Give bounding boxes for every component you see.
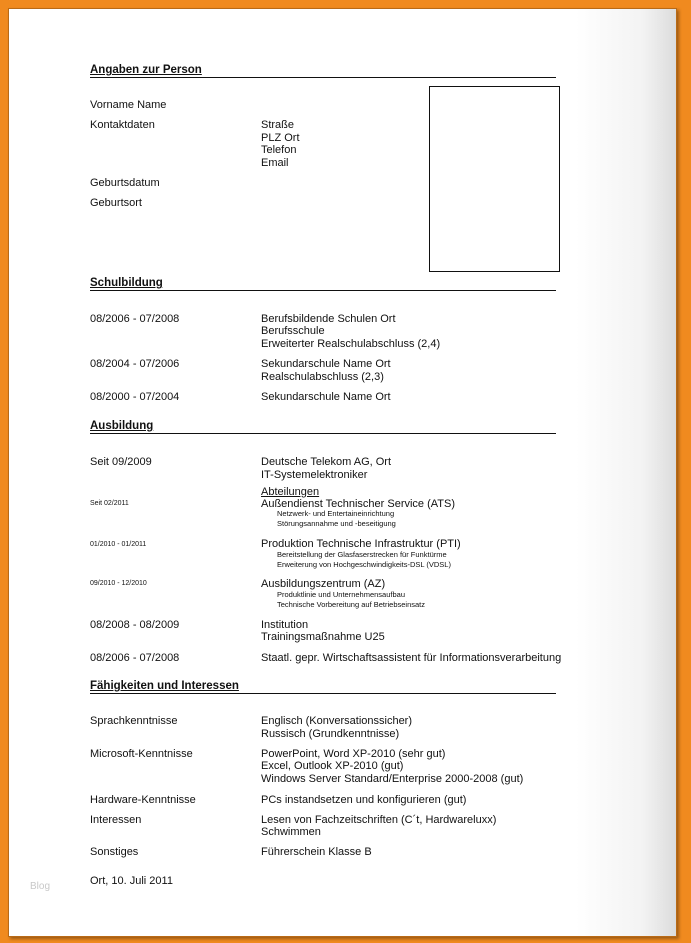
departments-label: Abteilungen (261, 486, 320, 498)
photo-placeholder (429, 86, 560, 272)
training-line: Institution (261, 619, 309, 631)
training-date: Seit 09/2009 (90, 456, 152, 468)
school-date: 08/2006 - 07/2008 (90, 313, 180, 325)
department-date: 09/2010 - 12/2010 (90, 580, 147, 587)
department-title: Außendienst Technischer Service (ATS) (261, 498, 456, 510)
section-heading-training: Ausbildung (90, 420, 556, 434)
department-date: Seit 02/2011 (90, 500, 129, 507)
school-date: 08/2004 - 07/2006 (90, 358, 180, 370)
birthdate-label: Geburtsdatum (90, 177, 160, 189)
training-line: Trainingsmaßnahme U25 (261, 631, 385, 643)
department-detail: Bereitstellung der Glasfaserstrecken für Funktürme (277, 550, 447, 559)
training-line: Staatl. gepr. Wirtschaftsassistent für Informationsverarbeitung (261, 652, 562, 664)
school-line: Realschulabschluss (2,3) (261, 371, 384, 383)
section-heading-person: Angaben zur Person (90, 64, 556, 78)
contact-street: Straße (261, 119, 295, 131)
school-line: Sekundarschule Name Ort (261, 391, 391, 403)
contact-email: Email (261, 157, 289, 169)
school-line: Berufsbildende Schulen Ort (261, 313, 396, 325)
cv-page (8, 8, 677, 937)
skill-line: Russisch (Grundkenntnisse) (261, 728, 400, 740)
department-detail: Produktlinie und Unternehmensaufbau (277, 590, 406, 599)
school-line: Erweiterter Realschulabschluss (2,4) (261, 338, 441, 350)
skill-label: Microsoft-Kenntnisse (90, 748, 193, 760)
training-line: Deutsche Telekom AG, Ort (261, 456, 392, 468)
contact-phone: Telefon (261, 144, 297, 156)
section-heading-skills: Fähigkeiten und Interessen (90, 680, 556, 694)
department-title: Ausbildungszentrum (AZ) (261, 578, 386, 590)
skill-label: Hardware-Kenntnisse (90, 794, 196, 806)
birthplace-label: Geburtsort (90, 197, 142, 209)
place-date: Ort, 10. Juli 2011 (90, 875, 173, 887)
skill-line: Lesen von Fachzeitschriften (C´t, Hardwareluxx) (261, 814, 497, 826)
department-detail: Störungsannahme und -beseitigung (277, 519, 396, 528)
skill-line: PCs instandsetzen und konfigurieren (gut) (261, 794, 467, 806)
training-date: 08/2006 - 07/2008 (90, 652, 180, 664)
contact-city: PLZ Ort (261, 132, 300, 144)
training-date: 08/2008 - 08/2009 (90, 619, 180, 631)
department-detail: Technische Vorbereitung auf Betriebseinsatz (277, 600, 426, 609)
school-line: Berufsschule (261, 325, 325, 337)
department-date: 01/2010 - 01/2011 (90, 541, 147, 548)
skill-line: Führerschein Klasse B (261, 846, 372, 858)
skill-line: Excel, Outlook XP-2010 (gut) (261, 760, 404, 772)
skill-label: Sprachkenntnisse (90, 715, 178, 727)
school-line: Sekundarschule Name Ort (261, 358, 391, 370)
school-date: 08/2000 - 07/2004 (90, 391, 180, 403)
training-line: IT-Systemelektroniker (261, 469, 368, 481)
skill-label: Sonstiges (90, 846, 139, 858)
watermark: Blog (30, 881, 51, 892)
section-heading-school: Schulbildung (90, 277, 556, 291)
skill-line: Englisch (Konversationssicher) (261, 715, 413, 727)
department-title: Produktion Technische Infrastruktur (PTI) (261, 538, 461, 550)
skill-line: PowerPoint, Word XP-2010 (sehr gut) (261, 748, 446, 760)
skill-line: Windows Server Standard/Enterprise 2000-2008 (gut) (261, 773, 524, 785)
skill-line: Schwimmen (261, 826, 321, 838)
skill-label: Interessen (90, 814, 142, 826)
contact-label: Kontaktdaten (90, 119, 155, 131)
department-detail: Netzwerk- und Entertaineinrichtung (277, 509, 395, 518)
name-label: Vorname Name (90, 99, 167, 111)
department-detail: Erweiterung von Hochgeschwindigkeits-DSL (VDSL) (277, 560, 451, 569)
